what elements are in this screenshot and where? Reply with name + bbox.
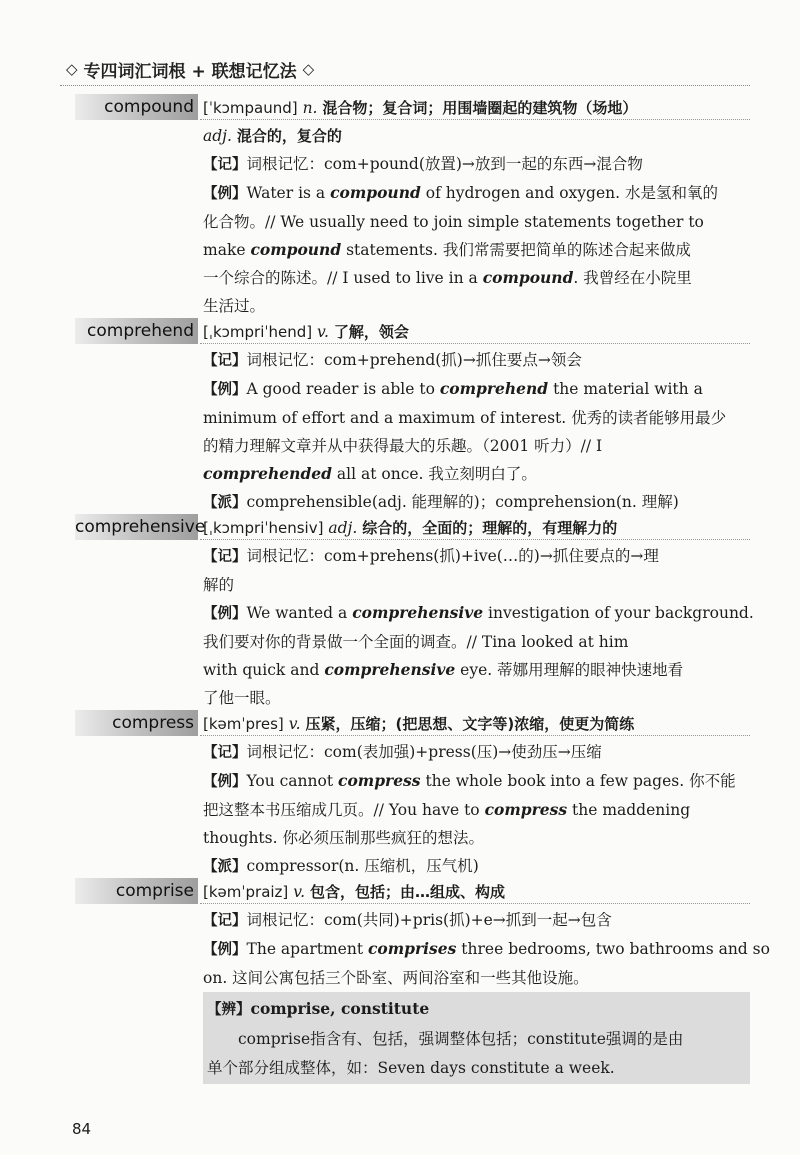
phonetic: [kəmˈpres] xyxy=(203,715,284,733)
diamond-icon: ◇ xyxy=(302,60,315,78)
memo-tag: 【记】 xyxy=(203,353,247,369)
part-of-speech: v. xyxy=(288,715,301,733)
example-text: the material with a xyxy=(548,380,703,398)
example-tag: 【例】 xyxy=(203,186,247,202)
entry-body xyxy=(203,94,750,320)
phonetic: [kəmˈpraiz] xyxy=(203,883,289,901)
header-divider xyxy=(60,85,750,86)
example-text: make xyxy=(203,241,251,259)
example-text: of hydrogen and oxygen. 水是氢和氧的 xyxy=(420,184,718,202)
definition: 综合的，全面的；理解的，有理解力的 xyxy=(362,519,618,537)
example-text: 生活过。 xyxy=(203,297,266,315)
memo-tag: 【记】 xyxy=(203,745,247,761)
example-tag: 【例】 xyxy=(203,942,247,958)
example-keyword: comprehend xyxy=(439,379,549,398)
example-text: Water is a xyxy=(246,184,331,202)
headword-label: compress xyxy=(75,710,198,736)
example-keyword: comprehended xyxy=(203,464,332,483)
header-title: 专四词汇词根 + 联想记忆法 xyxy=(83,61,297,82)
phonetic: [ˌkɔmpriˈhend] xyxy=(203,323,313,341)
example-keyword: compound xyxy=(482,268,574,287)
example-text: minimum of effort and a maximum of interest. 优秀的读者能够用最少 xyxy=(203,409,727,427)
example-text: investigation of your background. xyxy=(483,604,754,622)
example-text: the maddening xyxy=(567,801,691,819)
example-text: statements. 我们常需要把简单的陈述合起来做成 xyxy=(341,241,691,259)
distinction-tag: 【辨】 xyxy=(207,1002,251,1018)
example-text: eye. 蒂娜用理解的眼神快速地看 xyxy=(455,661,684,679)
part-of-speech: adj. xyxy=(328,519,358,537)
example-keyword: compress xyxy=(484,800,568,819)
example-text: 化合物。// We usually need to join simple statements together to xyxy=(203,213,704,231)
diamond-icon: ◇ xyxy=(66,60,78,78)
example-tag: 【例】 xyxy=(203,774,247,790)
example-keyword: compound xyxy=(330,183,421,202)
example-keyword: comprehensive xyxy=(324,660,456,679)
example-text: A good reader is able to xyxy=(246,380,440,398)
distinction-text: comprise指含有、包括，强调整体包括；constitute强调的是由 xyxy=(238,1030,684,1048)
derivative-tag: 【派】 xyxy=(203,495,247,511)
definition: 了解，领会 xyxy=(333,323,409,341)
definition: 混合的，复合的 xyxy=(236,127,342,145)
example-text: all at once. 我立刻明白了。 xyxy=(331,465,537,483)
memo-tag: 【记】 xyxy=(203,157,247,173)
distinction-text: 单个部分组成整体，如：Seven days constitute a week. xyxy=(207,1059,615,1077)
example-text: 的精力理解文章并从中获得最大的乐趣。（2001 听力）// I xyxy=(203,437,603,455)
entry-body xyxy=(203,514,754,712)
headword-label: compound xyxy=(75,94,198,120)
example-keyword: compound xyxy=(250,240,342,259)
example-tag: 【例】 xyxy=(203,606,247,622)
memo-text: 词根记忆：com(表加强)+press(压)→使劲压→压缩 xyxy=(246,743,602,761)
distinction-title: comprise, constitute xyxy=(250,999,430,1018)
derivative-text: comprehensible(adj. 能理解的)；comprehension(n. 理解) xyxy=(246,493,679,511)
example-text: 一个综合的陈述。// I used to live in a xyxy=(203,269,483,287)
phonetic: [ˈkɔmpaund] xyxy=(203,99,298,117)
memo-text: 词根记忆：com+prehend(抓)→抓住要点→领会 xyxy=(246,351,582,369)
entry-body xyxy=(203,710,750,881)
example-text: We wanted a xyxy=(246,604,353,622)
example-keyword: comprehensive xyxy=(352,603,484,622)
part-of-speech: v. xyxy=(293,883,306,901)
example-keyword: comprises xyxy=(367,939,457,958)
example-tag: 【例】 xyxy=(203,382,247,398)
definition: 包含，包括；由…组成、构成 xyxy=(310,883,506,901)
memo-text: 词根记忆：com+prehens(抓)+ive(…的)→抓住要点的→理 xyxy=(246,547,659,565)
example-text: 我们要对你的背景做一个全面的调查。// Tina looked at him xyxy=(203,633,629,651)
phonetic: [ˌkɔmpriˈhensiv] xyxy=(203,519,324,537)
definition: 压紧，压缩；(把思想、文字等)浓缩，使更为简练 xyxy=(305,715,635,733)
part-of-speech: n. xyxy=(302,99,318,117)
example-text: the whole book into a few pages. 你不能 xyxy=(420,772,736,790)
definition: 混合物；复合词；用围墙圈起的建筑物（场地） xyxy=(322,99,638,117)
headword-label: comprehensive xyxy=(75,514,198,540)
example-text: with quick and xyxy=(203,661,325,679)
headword-label: comprise xyxy=(75,878,198,904)
entry-body xyxy=(203,878,770,992)
example-text: on. 这间公寓包括三个卧室、两间浴室和一些其他设施。 xyxy=(203,969,589,987)
example-text: three bedrooms, two bathrooms and so xyxy=(456,940,770,958)
memo-tag: 【记】 xyxy=(203,913,247,929)
headword-label: comprehend xyxy=(75,318,198,344)
memo-text: 解的 xyxy=(203,576,235,594)
derivative-text: compressor(n. 压缩机，压气机) xyxy=(246,857,479,875)
memo-tag: 【记】 xyxy=(203,549,247,565)
example-text: thoughts. 你必须压制那些疯狂的想法。 xyxy=(203,829,484,847)
example-text: 了他一眼。 xyxy=(203,689,281,707)
part-of-speech: adj. xyxy=(203,127,232,145)
example-text: The apartment xyxy=(246,940,368,958)
example-text: . 我曾经在小院里 xyxy=(573,269,692,287)
derivative-tag: 【派】 xyxy=(203,859,247,875)
page-header xyxy=(60,54,750,84)
example-keyword: compress xyxy=(338,771,421,790)
memo-text: 词根记忆：com+pound(放置)→放到一起的东西→混合物 xyxy=(246,155,643,173)
example-text: You cannot xyxy=(246,772,339,790)
example-text: 把这整本书压缩成几页。// You have to xyxy=(203,801,485,819)
memo-text: 词根记忆：com(共同)+pris(抓)+e→抓到一起→包含 xyxy=(246,911,612,929)
page-number: 84 xyxy=(72,1120,92,1138)
entry-body xyxy=(203,318,750,517)
distinction-note xyxy=(203,992,750,1084)
part-of-speech: v. xyxy=(317,323,329,341)
